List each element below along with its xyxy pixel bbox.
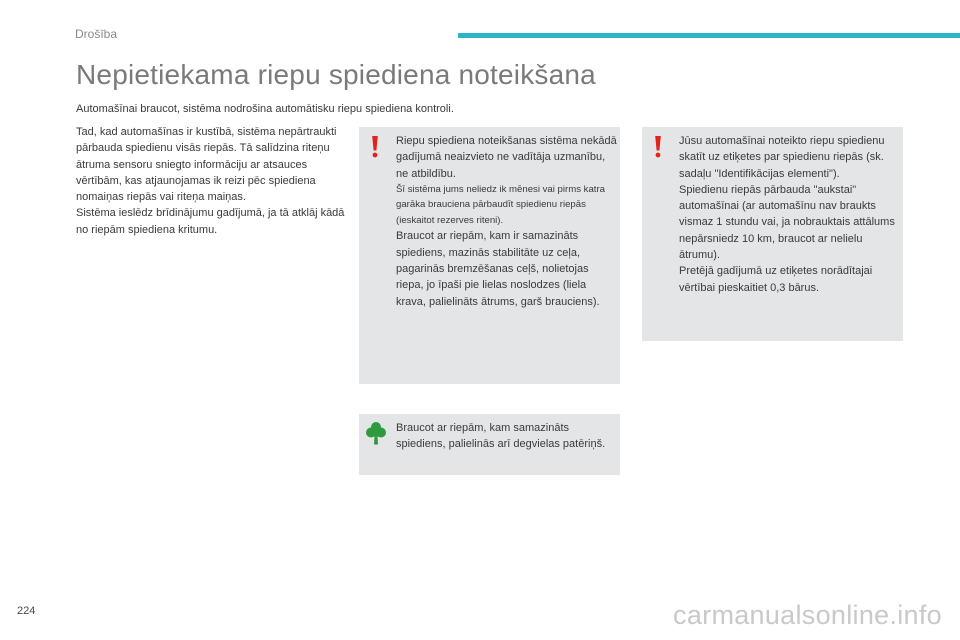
warning-note-line: Spiedienu riepās pārbauda "aukstai" automašīnai (ar automašīnu nav braukts vismaz 1 stundu vai, ja nobrauktais attālums nepārsniedz 10 km, braucot ar nelielu ātrumu). (679, 183, 895, 262)
warning-exclamation-icon (369, 136, 381, 158)
page-title: Nepietiekama riepu spiediena noteikšana (76, 59, 596, 90)
watermark: carmanualsonline.info (673, 600, 942, 630)
warning-exclamation-icon (652, 136, 664, 158)
warning-note-line: Jūsu automašīnai noteikto riepu spiedienu skatīt uz etiķetes par spiedienu riepās (sk. sadaļu "Identifikācijas elementi"). (679, 135, 885, 180)
body-paragraph: Sistēma ieslēdz brīdinājumu gadījumā, ja tā atklāj kādā no riepām spiediena kritumu. (76, 207, 345, 236)
eco-tree-icon (365, 421, 387, 445)
header-accent-bar (458, 33, 960, 38)
warning-note-box (359, 127, 620, 384)
page-number: 224 (17, 605, 36, 617)
warning-note-text (396, 133, 618, 310)
eco-note-box (359, 414, 620, 475)
intro-text: Automašīnai braucot, sistēma nodrošina automātisku riepu spiediena kontroli. (76, 103, 454, 115)
warning-note-text (679, 133, 901, 296)
eco-note-text (396, 420, 618, 453)
eco-note-line: Braucot ar riepām, kam samazināts spiediens, palielinās arī degvielas patēriņš. (396, 422, 606, 451)
warning-note-line: Riepu spiediena noteikšanas sistēma nekādā gadījumā neaizvieto ne vadītāja uzmanību, ne atbildību. (396, 135, 617, 180)
warning-note-line: Šī sistēma jums neliedz ik mēnesi vai pirms katra garāka brauciena pārbaudīt spiedienu riepās (ieskaitot rezerves riteni). (396, 183, 605, 226)
warning-note-line: Pretējā gadījumā uz etiķetes norādītajai vērtībai pieskaitiet 0,3 bārus. (679, 265, 873, 294)
warning-note-line: Braucot ar riepām, kam ir samazināts spiediens, mazinās stabilitāte uz ceļa, pagarinās bremzēšanas ceļš, nolietojas riepa, jo īpaši pie lielas noslodzes (liela krava, palielināts ātrums, garš brauciens). (396, 230, 600, 308)
body-paragraph: Tad, kad automašīnas ir kustībā, sistēma nepārtraukti pārbauda spiedienu visās riepās. Tā salīdzina riteņu ātruma sensoru sniegto informāciju ar atsauces vērtībām, kas atjaunojamas ik reizi pēc spiediena nomaiņas riepās vai riteņa maiņas. (76, 126, 337, 204)
body-text (76, 124, 346, 238)
warning-note-box (642, 127, 903, 341)
section-label: Drošība (75, 27, 118, 41)
